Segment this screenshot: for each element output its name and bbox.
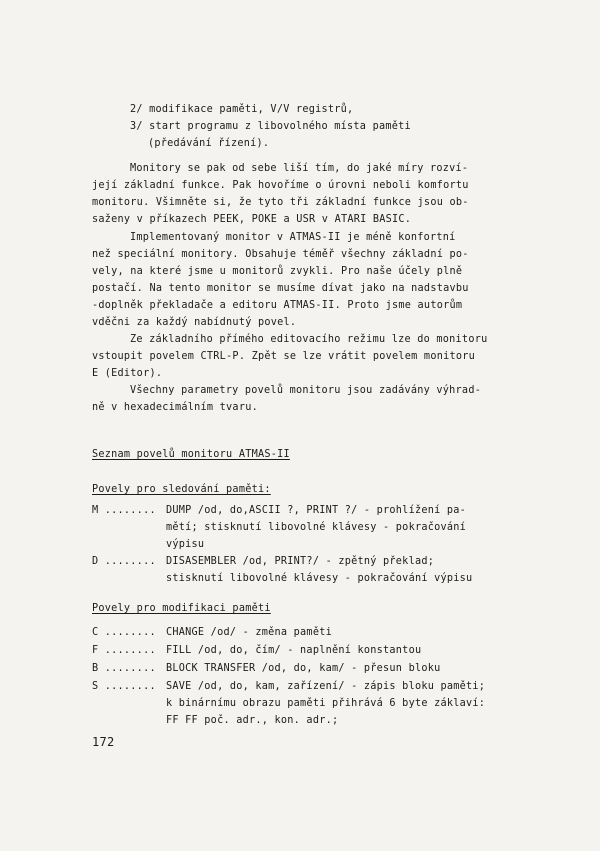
command-key: B ........ <box>92 663 156 674</box>
paragraph-line: ně v hexadecimálním tvaru. <box>92 402 258 413</box>
command-description: DISASEMBLER /od, PRINT?/ - zpětný překlad; <box>166 556 435 567</box>
paragraph-line: než speciální monitory. Obsahuje téměř všechny základní po- <box>92 249 469 260</box>
command-description: mětí; stisknutí libovolné klávesy - pokračování <box>166 522 467 533</box>
command-key: F ........ <box>92 645 156 656</box>
list-item: (předávání řízení). <box>148 138 270 149</box>
command-key: S ........ <box>92 681 156 692</box>
paragraph-line: vděčni za každý nabídnutý povel. <box>92 317 297 328</box>
command-description: SAVE /od, do, kam, zařízení/ - zápis bloku paměti; <box>166 681 486 692</box>
paragraph-line: saženy v příkazech PEEK, POKE a USR v ATARI BASIC. <box>92 214 412 225</box>
command-description: DUMP /od, do,ASCII ?, PRINT ?/ - prohlížení pa- <box>166 505 467 516</box>
command-description: k binárnímu obrazu paměti přihrává 6 byte záklaví: <box>166 698 486 709</box>
command-description: FF FF poč. adr., kon. adr.; <box>166 715 339 726</box>
paragraph-line: vstoupit povelem CTRL-P. Zpět se lze vrátit povelem monitoru <box>92 351 476 362</box>
list-item: 3/ start programu z libovolného místa paměti <box>130 121 411 132</box>
paragraph-line: Ze základního přímého editovacího režimu lze do monitoru <box>130 334 488 345</box>
paragraph-line: -doplněk překladače a editoru ATMAS-II. Proto jsme autorům <box>92 300 463 311</box>
paragraph-line: monitoru. Všimněte si, že tyto tři základní funkce jsou ob- <box>92 197 469 208</box>
command-description: CHANGE /od/ - změna paměti <box>166 627 332 638</box>
command-key: D ........ <box>92 556 156 567</box>
command-description: stisknutí libovolné klávesy - pokračování výpisu <box>166 573 473 584</box>
group-heading: Povely pro sledování paměti: <box>92 484 271 495</box>
command-description: výpisu <box>166 539 205 550</box>
list-item: 2/ modifikace paměti, V/V registrů, <box>130 104 354 115</box>
page-number: 172 <box>92 735 115 749</box>
paragraph-line: postačí. Na tento monitor se musíme dívat jako na nadstavbu <box>92 283 469 294</box>
command-key: M ........ <box>92 505 156 516</box>
paragraph-line: Monitory se pak od sebe liší tím, do jaké míry rozví- <box>130 163 469 174</box>
section-title: Seznam povelů monitoru ATMAS-II <box>92 449 290 460</box>
paragraph-line: Implementovaný monitor v ATMAS-II je méně konfortní <box>130 232 456 243</box>
paragraph-line: její základní funkce. Pak hovoříme o úrovni neboli komfortu <box>92 180 469 191</box>
command-key: C ........ <box>92 627 156 638</box>
paragraph-line: E (Editor). <box>92 368 163 379</box>
paragraph-line: vely, na které jsme u monitorů zvykli. Pro naše účely plně <box>92 266 463 277</box>
command-description: BLOCK TRANSFER /od, do, kam/ - přesun bloku <box>166 663 441 674</box>
group-heading: Povely pro modifikaci paměti <box>92 603 271 614</box>
command-description: FILL /od, do, čím/ - naplnění konstantou <box>166 645 422 656</box>
paragraph-line: Všechny parametry povelů monitoru jsou zadávány výhrad- <box>130 385 482 396</box>
